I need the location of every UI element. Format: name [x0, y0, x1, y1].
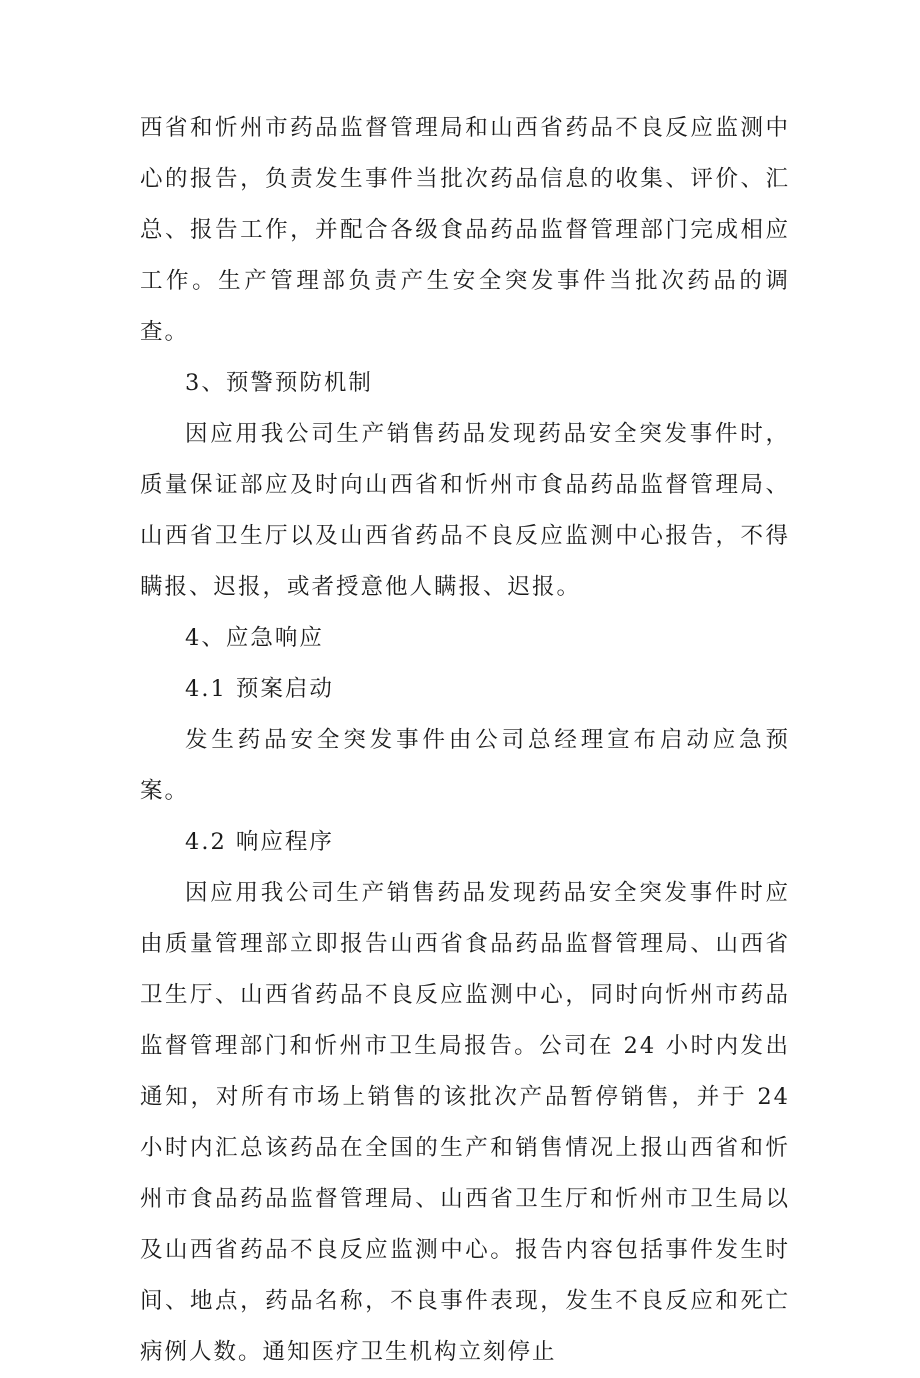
heading-emergency-response: 4、应急响应 [185, 625, 324, 651]
heading-response-procedure: 4.2 响应程序 [185, 829, 334, 855]
paragraph-early-warning: 因应用我公司生产销售药品发现药品安全突发事件时，质量保证部应及时向山西省和忻州市食品药品监督管理局、山西省卫生厅以及山西省药品不良反应监测中心报告，不得瞒报、迟报，或者授意他人瞒报、迟报。 [140, 421, 790, 600]
heading-early-warning: 3、预警预防机制 [185, 370, 373, 396]
paragraph-response-procedure: 因应用我公司生产销售药品发现药品安全突发事件时应由质量管理部立即报告山西省食品药品监督管理局、山西省卫生厅、山西省药品不良反应监测中心，同时向忻州市药品监督管理部门和忻州市卫生局报告。公司在 24 小时内发出通知，对所有市场上销售的该批次产品暂停销售，并于 24 小时内汇总该药品在全国的生产和销售情况上报山西省和忻州市食品药品监督管理局、山西省卫生厅和忻州市卫生局以及山西省药品不良反应监测中心。报告内容包括事件发生时间、地点，药品名称，不良事件表现，发生不良反应和死亡病例人数。通知医疗卫生机构立刻停止 [140, 880, 790, 1365]
document-body [140, 103, 790, 1378]
paragraph-continued-reporting: 西省和忻州市药品监督管理局和山西省药品不良反应监测中心的报告，负责发生事件当批次药品信息的收集、评价、汇总、报告工作，并配合各级食品药品监督管理部门完成相应工作。生产管理部负责产生安全突发事件当批次药品的调查。 [140, 115, 790, 345]
paragraph-plan-activation: 发生药品安全突发事件由公司总经理宣布启动应急预案。 [140, 727, 790, 804]
heading-plan-activation: 4.1 预案启动 [185, 676, 334, 702]
